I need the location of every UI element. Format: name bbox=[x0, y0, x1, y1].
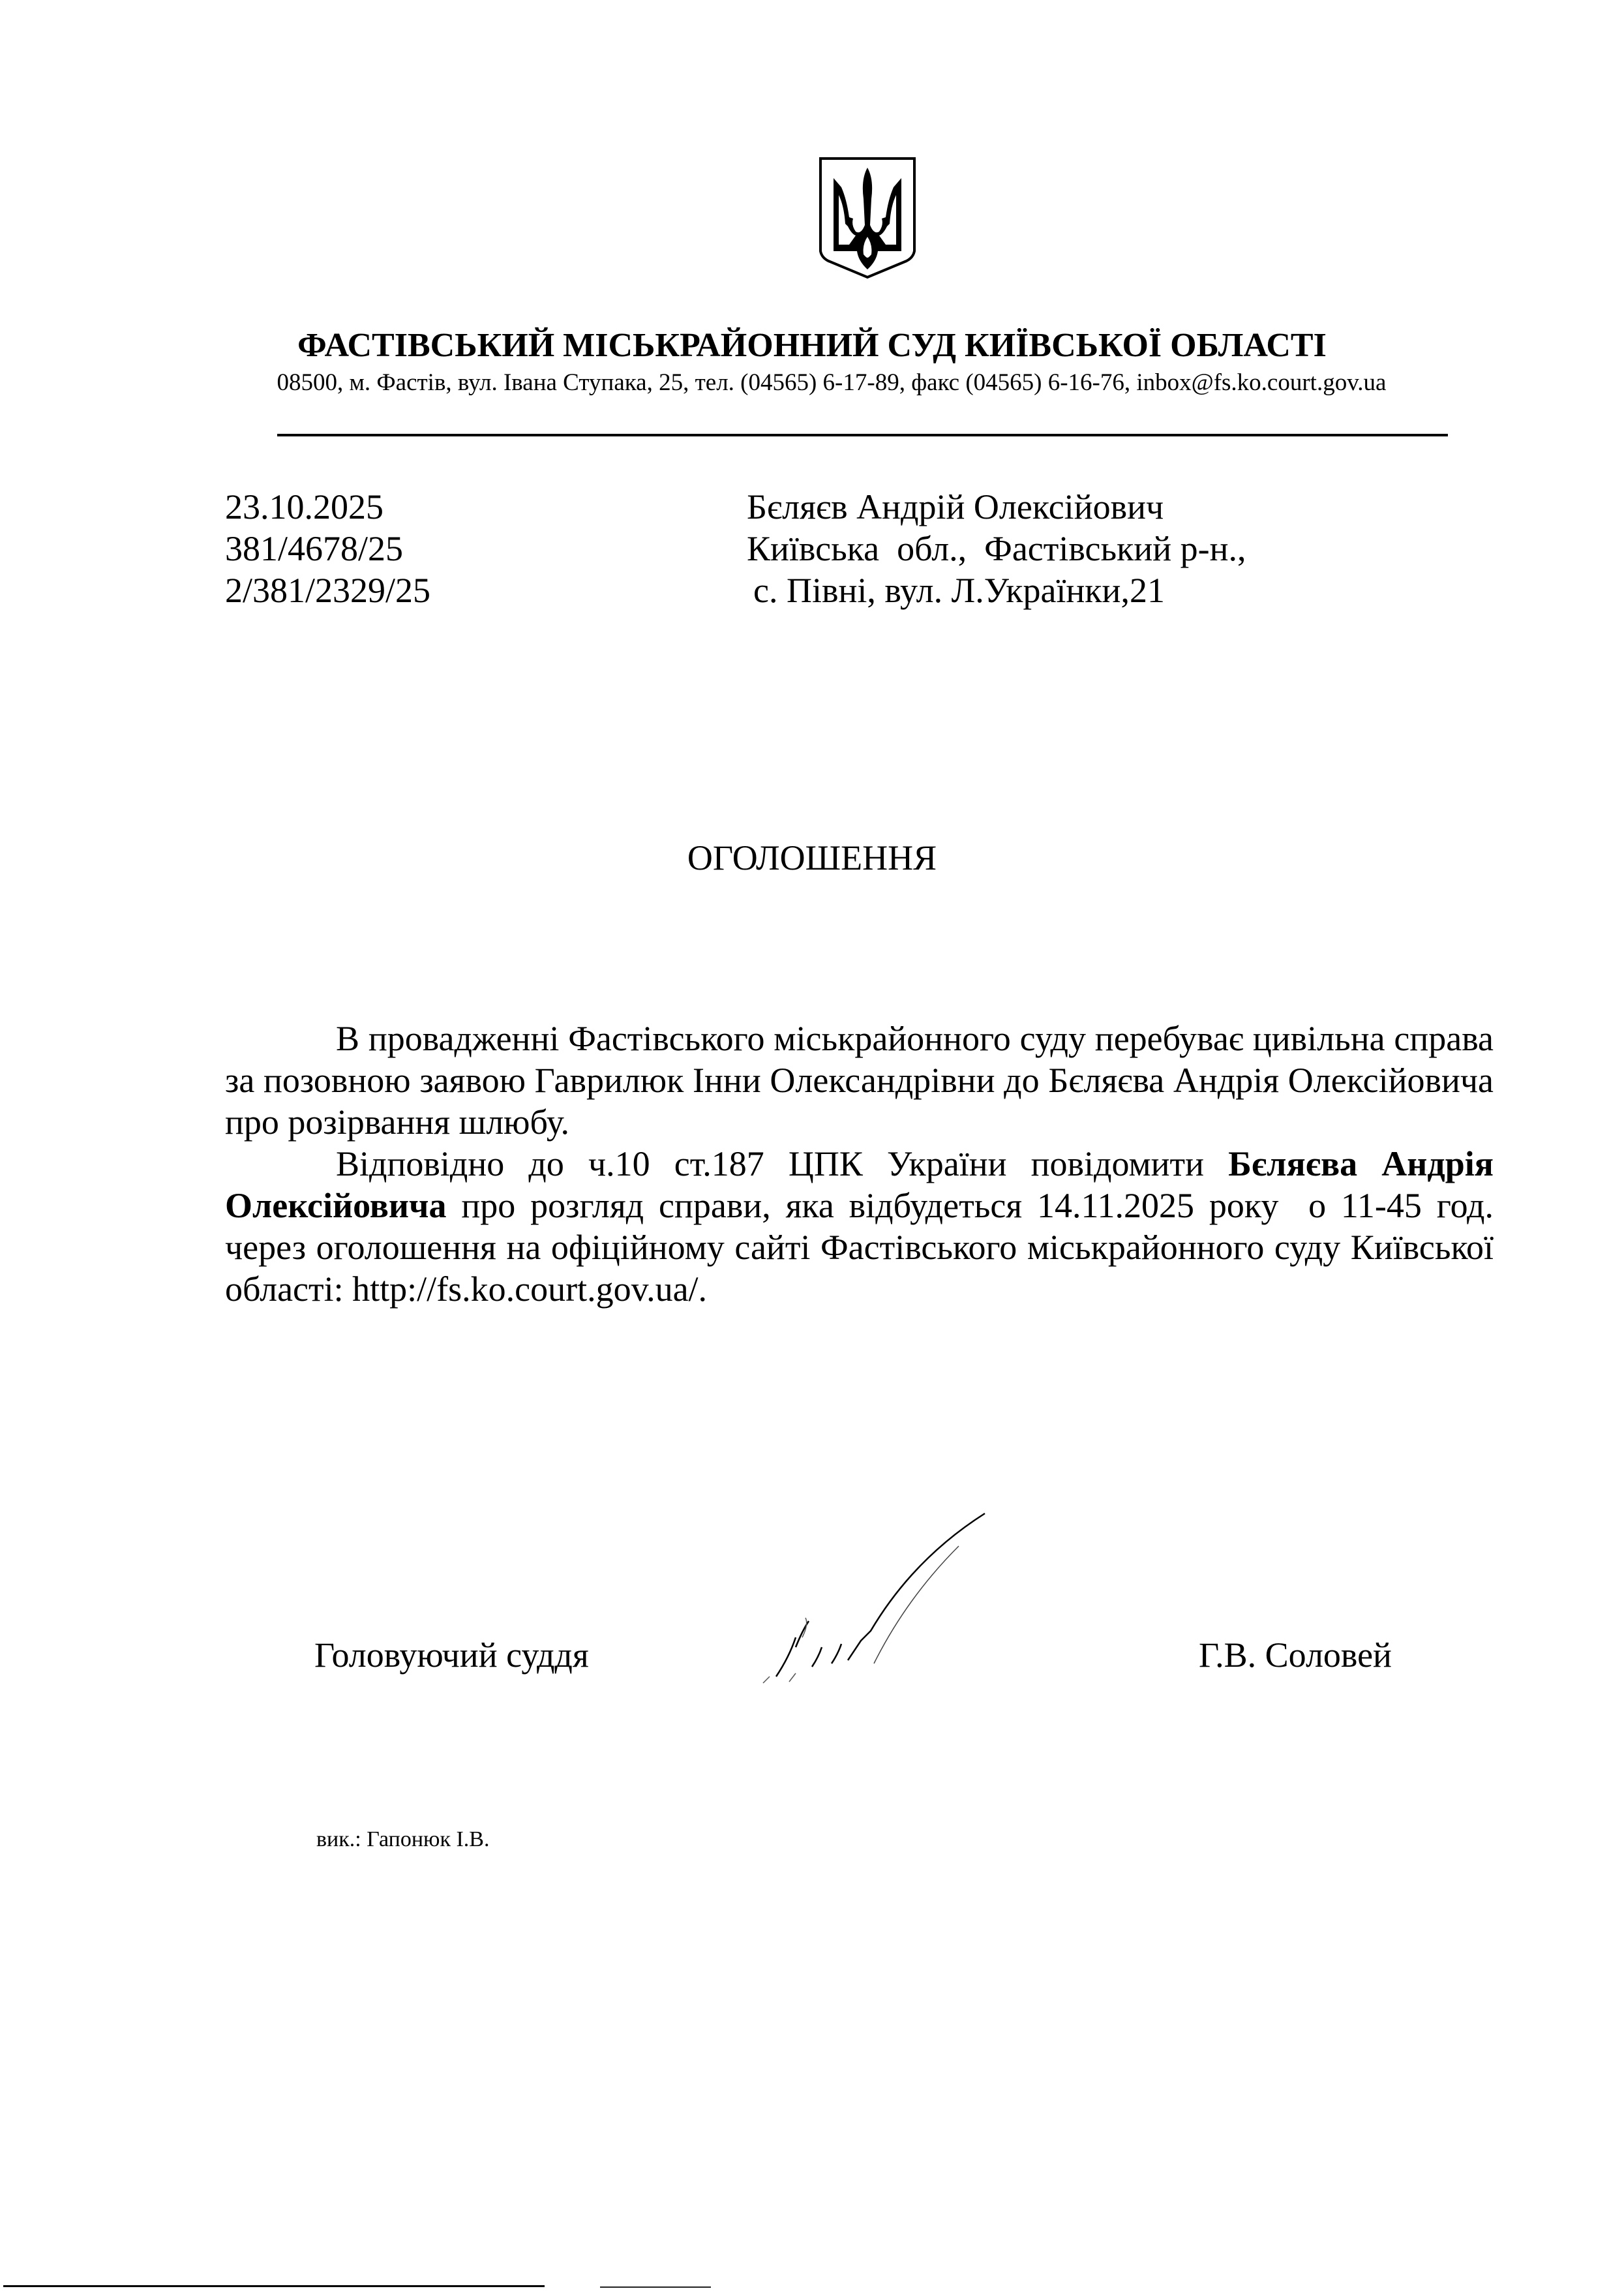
ukraine-trident-emblem-icon bbox=[815, 153, 920, 281]
announcement-body bbox=[225, 1018, 1503, 1310]
recipient-address-line1: Київська обл., Фастівський р-н., bbox=[747, 529, 1246, 568]
recipient-name: Бєляєв Андрій Олексійович bbox=[747, 487, 1164, 526]
outgoing-number: 381/4678/25 bbox=[225, 529, 404, 568]
executor-note: вик.: Гапонюк І.В. bbox=[316, 1827, 490, 1851]
recipient-address-line2: с. Півні, вул. Л.Українки,21 bbox=[753, 571, 1165, 610]
paragraph2-text-after: про розгляд справи, яка відбудеться 14.11.2025 року о 11-45 год. через оголошення на офіційному сайті Фастівського міськрайонного суду Київської області: http://fs.ko.court.gov.ua/. bbox=[225, 1186, 1503, 1309]
header-divider bbox=[277, 434, 1448, 436]
bottom-scan-line bbox=[3, 2285, 545, 2287]
document-meta bbox=[225, 486, 430, 611]
judge-name: Г.В. Соловей bbox=[1199, 1635, 1392, 1675]
paragraph2-text-before: Відповідно до ч.10 ст.187 ЦПК України повідомити bbox=[336, 1144, 1229, 1183]
recipient-block bbox=[747, 486, 1246, 611]
document-date: 23.10.2025 bbox=[225, 487, 383, 526]
court-address: 08500, м. Фастів, вул. Івана Ступака, 25, тел. (04565) 6-17-89, факс (04565) 6-16-76, inbox@fs.ko.court.gov.ua bbox=[277, 369, 1387, 396]
signature-row bbox=[0, 1634, 1624, 1680]
presiding-judge-label: Головуючий суддя bbox=[314, 1635, 589, 1675]
defendant-name-bold: Бєляєва Андрія Олексійовича bbox=[225, 1144, 1494, 1225]
body-paragraph-2 bbox=[225, 1143, 1503, 1310]
court-name-heading: ФАСТІВСЬКИЙ МІСЬКРАЙОННИЙ СУД КИЇВСЬКОЇ ОБЛАСТІ bbox=[297, 327, 1327, 364]
bottom-scan-line-fragment bbox=[600, 2286, 711, 2288]
body-paragraph-1: В провадженні Фастівського міськрайонного суду перебуває цивільна справа за позовною заявою Гаврилюк Інни Олександрівни до Бєляєва Андрія Олексійовича про розірвання шлюбу. bbox=[225, 1019, 1494, 1142]
document-title: ОГОЛОШЕННЯ bbox=[687, 838, 937, 877]
case-number: 2/381/2329/25 bbox=[225, 571, 431, 610]
